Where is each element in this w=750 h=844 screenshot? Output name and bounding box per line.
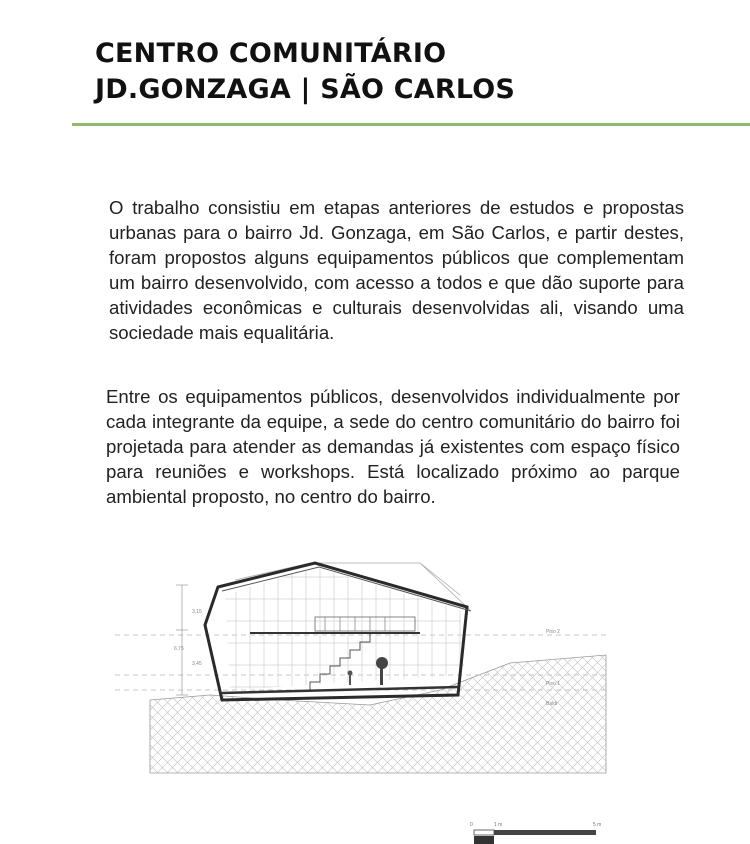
architectural-section-drawing [110, 555, 610, 780]
glass-facade [225, 567, 465, 690]
title-line-1: CENTRO COMUNITÁRIO [95, 38, 447, 69]
intro-paragraph: O trabalho consistiu em etapas anteriores de estudos e propostas urbanas para o bairro Jd. Gonzaga, em São Carlos, e partir destes, foram propostos alguns equipamentos públicos que complementam um bairro desenvolvido, com acesso a todos e que dão suporte para atividades econômicas e culturais desenvolvidas ali, visando uma sociedade mais equalitária. [109, 197, 684, 343]
dimension-label: 3,45 [192, 661, 202, 667]
level-label: Piso 2 [546, 629, 560, 635]
title-line-2: JD.GONZAGA | SÃO CARLOS [95, 74, 516, 105]
scale-tick-label: 0 [470, 822, 473, 828]
dimension-label: 6,75 [174, 646, 184, 652]
scale-bar [460, 818, 610, 844]
page-title [95, 36, 515, 108]
scale-tick-label: 1 m [494, 822, 503, 828]
scale-tick-label: 5 m [593, 822, 602, 828]
level-label: Baldr [546, 701, 558, 707]
description-paragraph: Entre os equipamentos públicos, desenvolvidos individualmente por cada integrante da equipe, a sede do centro comunitário do bairro foi projetada para atender as demandas já existentes com espaço físico para reuniões e workshops. Está localizado próximo ao parque ambiental proposto, no centro do bairro. [106, 386, 680, 507]
level-label: Piso 1 [546, 681, 560, 687]
title-divider [72, 123, 750, 126]
dimension-label: 3,15 [192, 609, 202, 615]
